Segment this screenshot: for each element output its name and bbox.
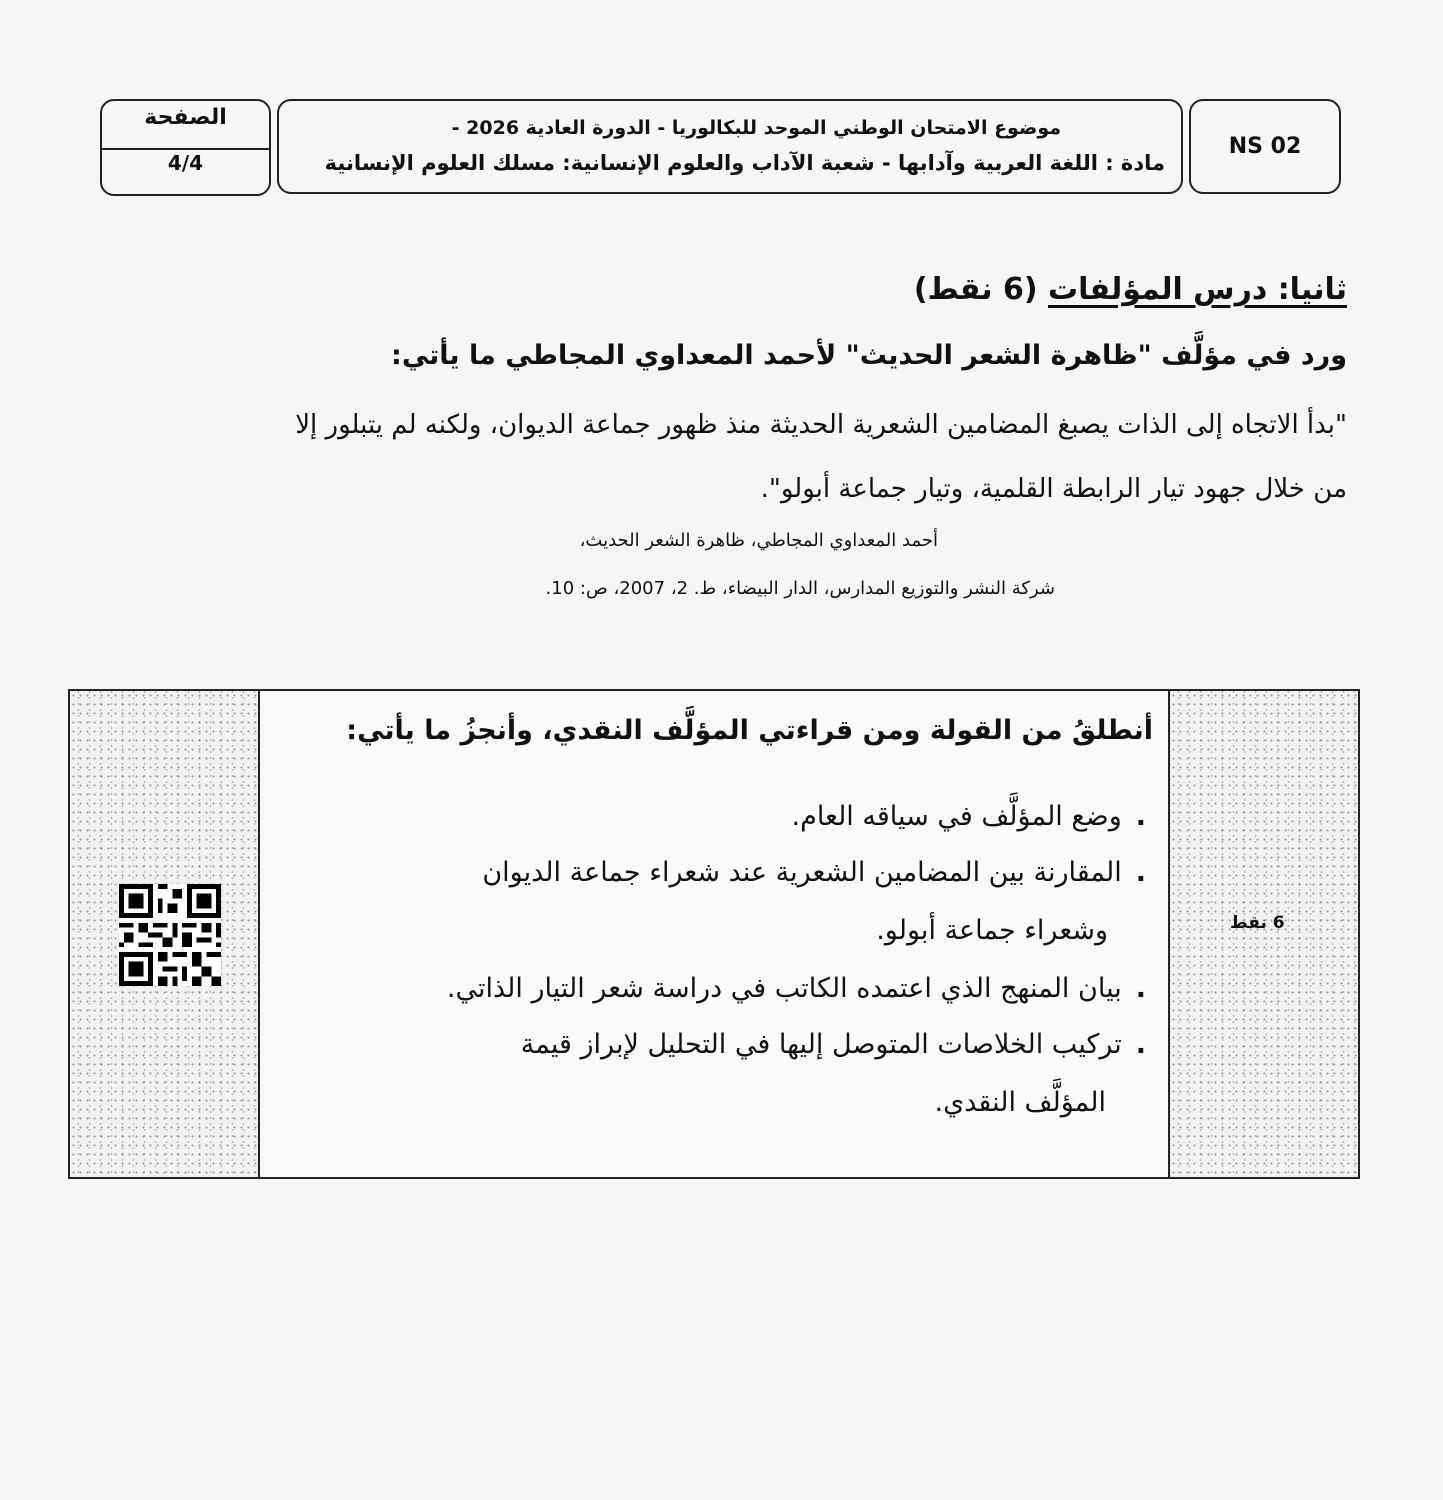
task-item-4 <box>521 1029 1146 1060</box>
exam-code-box <box>1189 99 1341 194</box>
exam-title-line-1: موضوع الامتحان الوطني الموحد للبكالوريا - الدورة العادية 2026 - <box>451 117 1061 139</box>
task-3-text: بيان المنهج الذي اعتمده الكاتب في دراسة شعر التيار الذاتي. <box>446 973 1122 1004</box>
task-4-text-line-2: المؤلَّف النقدي. <box>934 1087 1106 1118</box>
task-item-3 <box>447 973 1146 1004</box>
reference-line-1: أحمد المعداوي المجاطي، ظاهرة الشعر الحديث، <box>579 530 938 551</box>
task-item-2 <box>482 857 1146 888</box>
bullet: . <box>1135 801 1146 832</box>
qr-code-icon <box>114 884 226 986</box>
bullet: . <box>1135 1029 1146 1060</box>
page-box-divider <box>102 148 269 150</box>
quote-line-2: من خلال جهود تيار الرابطة القلمية، وتيار جماعة أبولو". <box>760 474 1347 504</box>
exam-title-box <box>277 99 1183 194</box>
section-heading-title: ثانيا: درس المؤلفات <box>1048 272 1347 307</box>
intro-line: ورد في مؤلَّف "ظاهرة الشعر الحديث" لأحمد المعداوي المجاطي ما يأتي: <box>391 340 1347 371</box>
task-2-text-line-2: وشعراء جماعة أبولو. <box>876 915 1108 946</box>
points-column <box>1168 691 1358 1177</box>
exam-title-line-2: مادة : اللغة العربية وآدابها - شعبة الآداب والعلوم الإنسانية: مسلك العلوم الإنسانية <box>324 151 1165 175</box>
page-number: 4/4 <box>167 151 204 175</box>
bullet: . <box>1135 973 1146 1004</box>
question-points: 6 نقط <box>1230 913 1285 933</box>
task-1-text: وضع المؤلَّف في سياقه العام. <box>791 801 1122 832</box>
page-number-box <box>100 99 271 196</box>
section-heading-points: (6 نقط) <box>913 272 1038 307</box>
question-table <box>68 689 1360 1179</box>
quote-line-1: "بدأ الاتجاه إلى الذات يصبغ المضامين الشعرية الحديثة منذ ظهور جماعة الديوان، ولكنه لم يتبلور إلا <box>295 410 1347 440</box>
task-2-text-line-1: المقارنة بين المضامين الشعرية عند شعراء جماعة الديوان <box>482 857 1122 888</box>
bullet: . <box>1135 857 1146 888</box>
qr-column <box>70 691 260 1177</box>
task-heading: أنطلقُ من القولة ومن قراءتي المؤلَّف النقدي، وأنجزُ ما يأتي: <box>346 715 1153 746</box>
section-heading <box>914 272 1347 307</box>
task-4-text-line-1: تركيب الخلاصات المتوصل إليها في التحليل لإبراز قيمة <box>520 1029 1122 1060</box>
task-item-1 <box>792 801 1146 832</box>
page-label: الصفحة <box>144 105 227 130</box>
exam-code: NS 02 <box>1228 134 1302 159</box>
reference-line-2: شركة النشر والتوزيع المدارس، الدار البيضاء، ط. 2، 2007، ص: 10. <box>545 578 1055 599</box>
